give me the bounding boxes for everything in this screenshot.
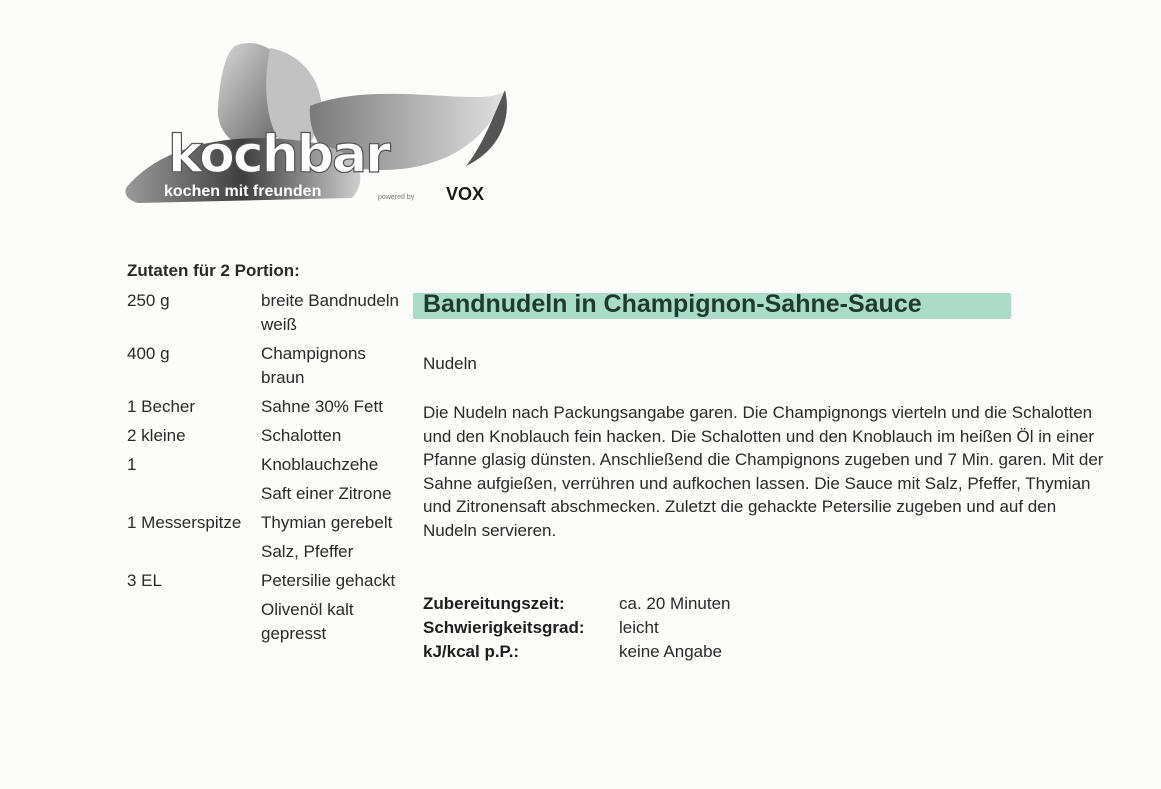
ingredient-amount: 2 kleine xyxy=(127,426,186,445)
logo-network: VOX xyxy=(446,184,485,204)
ingredient-amount xyxy=(127,598,261,646)
ingredient-name: breite Bandnudeln weiß xyxy=(261,291,400,334)
meta-value: ca. 20 Minuten xyxy=(619,594,731,613)
logo-brand: kochbar xyxy=(168,125,389,185)
ingredient-amount: 250 g xyxy=(127,291,170,310)
ingredient-row xyxy=(127,511,417,535)
ingredient-row xyxy=(127,540,417,564)
meta-row xyxy=(423,640,731,664)
logo-powered-by: powered by xyxy=(378,194,415,201)
ingredient-row xyxy=(127,569,417,593)
ingredient-amount xyxy=(127,540,261,564)
ingredient-row xyxy=(127,424,417,448)
ingredient-row xyxy=(127,395,417,419)
ingredients-heading: Zutaten für 2 Portion: xyxy=(127,261,300,280)
ingredient-name: Olivenöl kalt gepresst xyxy=(261,600,354,643)
recipe-title-block xyxy=(413,290,922,319)
kochbar-logo xyxy=(120,38,520,228)
meta-label: Schwierigkeitsgrad: xyxy=(423,618,585,637)
ingredient-name: Sahne 30% Fett xyxy=(261,397,383,416)
recipe-meta xyxy=(423,592,731,664)
ingredient-amount: 3 EL xyxy=(127,571,162,590)
ingredient-amount xyxy=(127,482,261,506)
ingredient-name: Thymian gerebelt xyxy=(261,513,393,532)
ingredient-name: Schalotten xyxy=(261,426,342,445)
ingredient-row xyxy=(127,453,417,477)
section-heading: Nudeln xyxy=(423,354,477,373)
ingredient-row xyxy=(127,342,417,390)
ingredient-amount: 400 g xyxy=(127,344,170,363)
meta-value: leicht xyxy=(619,618,659,637)
meta-row xyxy=(423,616,731,640)
recipe-title: Bandnudeln in Champignon-Sahne-Sauce xyxy=(423,290,922,318)
ingredient-name: Knoblauchzehe xyxy=(261,455,379,474)
ingredient-name: Petersilie gehackt xyxy=(261,571,396,590)
ingredient-row xyxy=(127,289,417,337)
ingredients-list xyxy=(127,289,417,651)
meta-row xyxy=(423,592,731,616)
ingredient-name: Champignons braun xyxy=(261,344,366,387)
ingredient-name: Salz, Pfeffer xyxy=(261,542,354,561)
ingredient-row xyxy=(127,598,417,646)
meta-value: keine Angabe xyxy=(619,642,723,661)
ingredient-amount: 1 Messerspitze xyxy=(127,513,242,532)
logo-tagline: kochen mit freunden xyxy=(164,183,322,200)
ingredient-name: Saft einer Zitrone xyxy=(261,484,392,503)
ingredient-amount: 1 xyxy=(127,455,137,474)
meta-label: kJ/kcal p.P.: xyxy=(423,642,520,661)
meta-label: Zubereitungszeit: xyxy=(423,594,565,613)
ingredient-row xyxy=(127,482,417,506)
ingredient-amount: 1 Becher xyxy=(127,397,196,416)
recipe-instructions: Die Nudeln nach Packungsangabe garen. Die Champignongs vierteln und die Schalotten und den Knoblauch fein hacken. Die Schalotten und den Knoblauch im heißen Öl in einer Pfanne glasig dünsten. Anschließend die Champignons zugeben und 7 Min. garen. Mit der Sahne aufgießen, verrühren und aufkochen lassen. Die Sauce mit Salz, Pfeffer, Thymian und Zitronensaft abschmecken. Zuletzt die gehackte Petersilie zugeben und auf den Nudeln servieren. xyxy=(423,403,1104,540)
